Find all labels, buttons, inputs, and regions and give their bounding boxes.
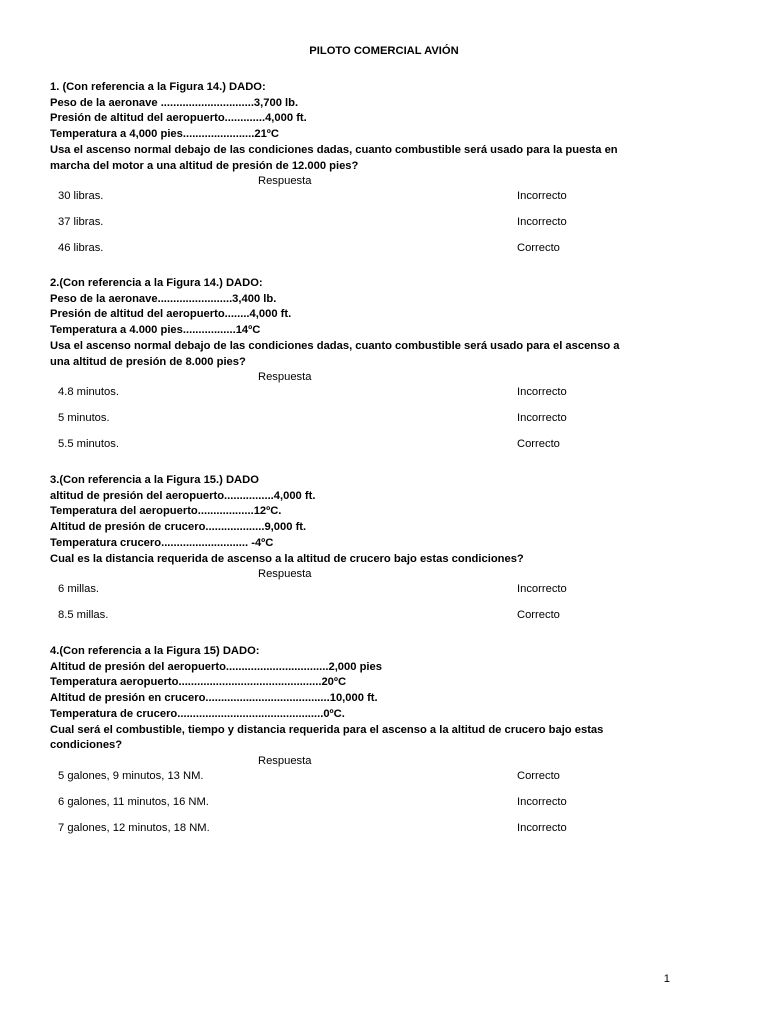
given-line: Altitud de presión del aeropuerto.................................2,000 pies xyxy=(50,660,382,673)
answer-option xyxy=(50,189,650,215)
option-text: 8.5 millas. xyxy=(58,609,109,622)
answer-option xyxy=(50,385,650,411)
given-line: Altitud de presión en crucero........................................10,000 ft. xyxy=(50,692,378,705)
page-title: PILOTO COMERCIAL AVIÓN xyxy=(309,45,459,57)
option-text: 37 libras. xyxy=(58,216,104,229)
response-header: Respuesta xyxy=(258,175,312,188)
question-block-3 xyxy=(50,473,650,634)
option-result: Incorrecto xyxy=(517,412,567,425)
given-line: Temperatura aeropuerto..............................................20ºC xyxy=(50,676,347,689)
question-text: Usa el ascenso normal debajo de las condiciones dadas, cuanto combustible será usado para el ascenso a una altitud de presión de 8.000 pies? xyxy=(50,339,620,368)
option-text: 46 libras. xyxy=(58,242,104,255)
response-header: Respuesta xyxy=(258,371,312,384)
question-header: 1. (Con referencia a la Figura 14.) DADO: xyxy=(50,81,266,93)
option-result: Correcto xyxy=(517,769,560,782)
option-text: 5.5 minutos. xyxy=(58,438,119,451)
question-header: 4.(Con referencia a la Figura 15) DADO: xyxy=(50,645,260,657)
option-text: 5 galones, 9 minutos, 13 NM. xyxy=(58,769,204,782)
question-block-4 xyxy=(50,644,650,847)
answer-option xyxy=(50,795,650,821)
response-header: Respuesta xyxy=(258,568,312,581)
question-text: Cual es la distancia requerida de ascenso a la altitud de crucero bajo estas condiciones? xyxy=(50,552,524,565)
option-result: Incorrecto xyxy=(517,795,567,808)
option-text: 6 millas. xyxy=(58,583,100,596)
given-line: Peso de la aeronave ..............................3,700 lb. xyxy=(50,96,299,109)
option-result: Correcto xyxy=(517,242,560,255)
answer-option xyxy=(50,769,650,795)
option-text: 30 libras. xyxy=(58,190,104,203)
given-line: altitud de presión del aeropuerto................4,000 ft. xyxy=(50,489,316,502)
given-line: Temperatura a 4.000 pies.................14ºC xyxy=(50,324,261,337)
option-result: Correcto xyxy=(517,438,560,451)
question-header: 3.(Con referencia a la Figura 15.) DADO xyxy=(50,474,259,486)
option-text: 5 minutos. xyxy=(58,412,110,425)
question-block-2 xyxy=(50,276,650,463)
option-text: 6 galones, 11 minutos, 16 NM. xyxy=(58,795,209,808)
answer-option xyxy=(50,215,650,241)
given-line: Peso de la aeronave........................3,400 lb. xyxy=(50,292,277,305)
given-line: Presión de altitud del aeropuerto........4,000 ft. xyxy=(50,308,292,321)
answer-option xyxy=(50,582,650,608)
given-line: Presión de altitud del aeropuerto.............4,000 ft. xyxy=(50,112,307,125)
question-text: Usa el ascenso normal debajo de las condiciones dadas, cuanto combustible será usado para la puesta en marcha del motor a una altitud de presión de 12.000 pies? xyxy=(50,143,618,172)
question-text: Cual será el combustible, tiempo y distancia requerida para el ascenso a la altitud de crucero bajo estas condiciones? xyxy=(50,723,604,752)
answer-option xyxy=(50,437,650,463)
option-text: 4.8 minutos. xyxy=(58,386,119,399)
option-result: Correcto xyxy=(517,609,560,622)
option-result: Incorrecto xyxy=(517,386,567,399)
given-line: Altitud de presión de crucero...................9,000 ft. xyxy=(50,521,307,534)
answer-option xyxy=(50,821,650,847)
answer-option xyxy=(50,241,650,267)
given-line: Temperatura crucero............................ -4ºC xyxy=(50,536,274,549)
option-result: Incorrecto xyxy=(517,583,567,596)
given-line: Temperatura a 4,000 pies.......................21ºC xyxy=(50,128,279,141)
given-line: Temperatura de crucero...............................................0ºC. xyxy=(50,707,345,720)
question-header: 2.(Con referencia a la Figura 14.) DADO: xyxy=(50,277,263,289)
answer-option xyxy=(50,411,650,437)
option-result: Incorrecto xyxy=(517,821,567,834)
option-result: Incorrecto xyxy=(517,216,567,229)
option-text: 7 galones, 12 minutos, 18 NM. xyxy=(58,821,210,834)
answer-option xyxy=(50,608,650,634)
option-result: Incorrecto xyxy=(517,190,567,203)
question-block-1 xyxy=(50,80,650,267)
response-header: Respuesta xyxy=(258,754,312,767)
page-number: 1 xyxy=(663,973,670,985)
given-line: Temperatura del aeropuerto..................12ºC. xyxy=(50,505,282,518)
